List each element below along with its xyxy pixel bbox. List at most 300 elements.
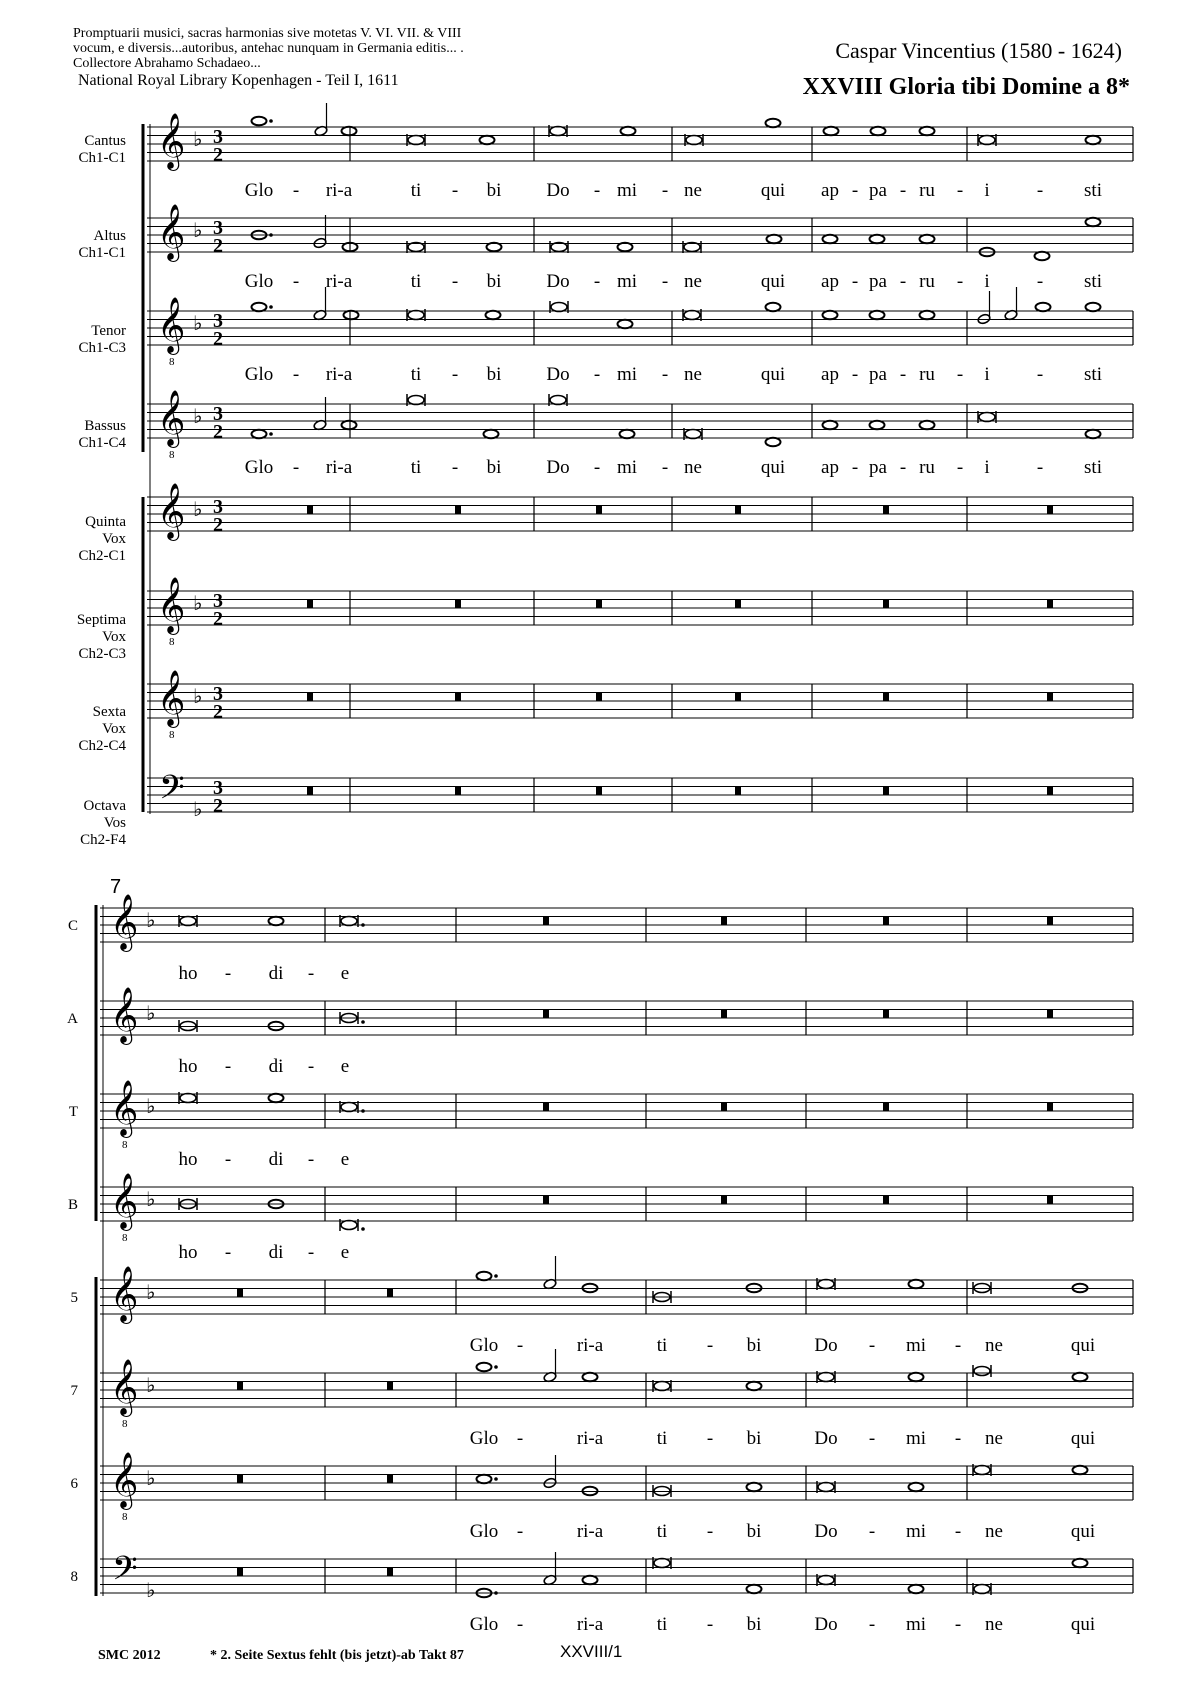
lyric-syllable: Glo (244, 364, 274, 385)
lyric-syllable: bi (486, 457, 502, 478)
syllable-hyphen: - (307, 1242, 315, 1263)
breve-rest (883, 1196, 889, 1205)
breve-rest (1047, 917, 1053, 926)
syllable-hyphen: - (868, 1428, 876, 1449)
staff-system1-voice-6 (147, 577, 1133, 648)
lyric-syllable: bi (486, 271, 502, 292)
lyric-syllable: ne (684, 364, 702, 385)
syllable-hyphen: - (956, 180, 964, 201)
whole-note (823, 235, 838, 244)
syllable-hyphen: - (706, 1335, 714, 1356)
breve-note (818, 1373, 834, 1382)
breve-note (551, 303, 567, 312)
breve-note (550, 396, 566, 405)
treble-clef-icon: 𝄞 (157, 113, 186, 169)
breve-rest (387, 1382, 393, 1391)
lyrics-system1-voice-3 (245, 364, 1102, 385)
treble-clef-icon: 𝄞 (110, 1452, 139, 1508)
whole-note (747, 1382, 762, 1391)
lyric-syllable: qui (760, 457, 786, 478)
breve-rest (455, 693, 461, 702)
staff-system2-voice-4 (100, 1173, 1133, 1244)
syllable-hyphen: - (661, 271, 669, 292)
bass-clef-icon: 𝄢 (159, 769, 185, 815)
lyric-syllable: i (984, 271, 990, 292)
flat-key-icon: ♭ (193, 404, 203, 428)
lyric-syllable: Glo (244, 180, 274, 201)
syllable-hyphen: - (1036, 271, 1044, 292)
voice-label-t: T (68, 1104, 78, 1120)
whole-note (747, 1483, 762, 1492)
lyric-syllable: Do (814, 1335, 838, 1356)
treble-clef-icon: 𝄞 (157, 204, 186, 260)
whole-note (871, 127, 886, 136)
lyric-syllable: mi (616, 457, 638, 478)
augmentation-dot (361, 923, 365, 927)
octave-sub-mark: 8 (169, 729, 175, 741)
syllable-hyphen: - (851, 364, 859, 385)
breve-rest (237, 1568, 243, 1577)
time-signature-2: 2 (213, 795, 223, 817)
source-line-4: National Royal Library Kopenhagen - Teil I, 1611 (78, 72, 399, 89)
treble-clef-icon: 𝄞 (110, 1266, 139, 1322)
lyric-syllable: ti (410, 271, 422, 292)
flat-key-icon: ♭ (193, 797, 203, 821)
flat-key-icon: ♭ (193, 497, 203, 521)
footer-copyright: SMC 2012 (98, 1648, 161, 1663)
syllable-hyphen: - (661, 457, 669, 478)
lyric-syllable: ri-a (576, 1614, 604, 1635)
whole-note (342, 127, 357, 136)
lyric-syllable: pa (869, 364, 887, 385)
lyrics-system2-voice-6 (470, 1428, 1095, 1449)
breve-note (979, 136, 995, 145)
source-line-2: vocum, e diversis...autoribus, antehac nunquam in Germania editis... . (73, 41, 464, 56)
breve-rest (883, 1103, 889, 1112)
whole-note (1086, 218, 1101, 227)
treble-clef-icon: 𝄞 (157, 577, 186, 633)
breve-rest (307, 787, 313, 796)
treble-clef-icon: 𝄞 (110, 987, 139, 1043)
lyric-syllable: mi (905, 1335, 927, 1356)
treble-clef-icon: 𝄞 (157, 390, 186, 446)
breve-note (818, 1483, 834, 1492)
augmentation-dot (494, 1591, 498, 1595)
treble-clef-icon: 𝄞 (157, 483, 186, 539)
lyrics-system1-voice-4 (245, 457, 1102, 478)
breve-rest (883, 506, 889, 515)
whole-note (1086, 430, 1101, 439)
lyric-syllable: ri-a (576, 1428, 604, 1449)
lyric-syllable: e (340, 963, 350, 984)
lyric-syllable: Glo (244, 457, 274, 478)
lyric-syllable: ne (684, 271, 702, 292)
time-signature-2: 2 (213, 328, 223, 350)
lyric-syllable: qui (760, 364, 786, 385)
lyric-syllable: ne (985, 1335, 1003, 1356)
voice-label-b: B (67, 1197, 78, 1213)
syllable-hyphen: - (224, 1242, 232, 1263)
whole-note (618, 320, 633, 329)
whole-note (269, 1094, 284, 1103)
piece-title: XXVIII Gloria tibi Domine a 8* (802, 74, 1130, 100)
whole-note (252, 430, 267, 439)
lyric-syllable: ti (656, 1335, 668, 1356)
augmentation-dot (269, 432, 273, 436)
breve-rest (455, 600, 461, 609)
flat-key-icon: ♭ (146, 1373, 156, 1397)
whole-note (344, 311, 359, 320)
lyrics-system2-voice-4 (179, 1242, 350, 1263)
syllable-hyphen: - (851, 271, 859, 292)
lyric-syllable: ru (919, 364, 935, 385)
whole-note (583, 1373, 598, 1382)
whole-note (486, 311, 501, 320)
staff-system1-voice-5 (147, 483, 1133, 541)
voice-label-cantus: Cantus Ch1-C1 (78, 133, 126, 166)
time-signature-3: 3 (213, 126, 223, 148)
time-signature-2: 2 (213, 608, 223, 630)
augmentation-dot (361, 1227, 365, 1231)
breve-rest (596, 787, 602, 796)
flat-key-icon: ♭ (146, 1466, 156, 1490)
syllable-hyphen: - (307, 1149, 315, 1170)
whole-note (766, 438, 781, 447)
staff-system1-voice-4 (147, 390, 1133, 461)
syllable-hyphen: - (593, 364, 601, 385)
syllable-hyphen: - (868, 1521, 876, 1542)
staff-system2-voice-8 (100, 1550, 1133, 1602)
time-signature-3: 3 (213, 217, 223, 239)
breve-rest (1047, 506, 1053, 515)
whole-note (909, 1280, 924, 1289)
lyrics-system1-voice-1 (245, 180, 1102, 201)
breve-rest (735, 506, 741, 515)
lyric-syllable: ti (656, 1614, 668, 1635)
staff-system1-voice-2 (147, 204, 1133, 262)
breve-rest (1047, 787, 1053, 796)
breve-rest (1047, 600, 1053, 609)
lyric-syllable: qui (1070, 1335, 1096, 1356)
treble-clef-icon: 𝄞 (110, 1359, 139, 1415)
augmentation-dot (269, 119, 273, 123)
treble-clef-icon: 𝄞 (157, 670, 186, 726)
syllable-hyphen: - (451, 364, 459, 385)
lyric-syllable: ri-a (576, 1335, 604, 1356)
breve-rest (1047, 1010, 1053, 1019)
breve-rest (1047, 693, 1053, 702)
breve-rest (596, 600, 602, 609)
lyric-syllable: i (984, 364, 990, 385)
breve-rest (596, 693, 602, 702)
lyric-syllable: qui (1070, 1614, 1096, 1635)
syllable-hyphen: - (956, 457, 964, 478)
breve-note (979, 413, 995, 422)
whole-note (1035, 252, 1050, 261)
breve-note (341, 917, 357, 926)
flat-key-icon: ♭ (193, 127, 203, 151)
breve-note (408, 311, 424, 320)
whole-note (747, 1585, 762, 1594)
staff-system2-voice-6 (100, 1349, 1133, 1430)
syllable-hyphen: - (954, 1521, 962, 1542)
staff-system2-voice-1 (100, 894, 1133, 952)
breve-rest (721, 1103, 727, 1112)
augmentation-dot (494, 1365, 498, 1369)
staff-system1-voice-3 (147, 287, 1133, 368)
lyrics-system2-voice-2 (179, 1056, 350, 1077)
lyric-syllable: pa (869, 180, 887, 201)
breve-note (684, 311, 700, 320)
whole-note (766, 119, 781, 128)
breve-rest (455, 506, 461, 515)
time-signature-3: 3 (213, 496, 223, 518)
flat-key-icon: ♭ (193, 591, 203, 615)
whole-note (920, 235, 935, 244)
whole-note (824, 127, 839, 136)
composer: Caspar Vincentius (1580 - 1624) (835, 38, 1122, 63)
whole-note (252, 117, 267, 126)
breve-note (341, 1103, 357, 1112)
lyric-syllable: ri-a (325, 364, 353, 385)
staff-system1-voice-7 (147, 670, 1133, 741)
whole-note (252, 303, 267, 312)
voice-label-7: 7 (70, 1383, 78, 1399)
staff-system2-voice-3 (100, 1080, 1133, 1151)
breve-note (974, 1585, 990, 1594)
syllable-hyphen: - (899, 271, 907, 292)
augmentation-dot (361, 1020, 365, 1024)
lyric-syllable: sti (1084, 180, 1102, 201)
whole-note (342, 421, 357, 430)
whole-note (920, 127, 935, 136)
lyric-syllable: ne (985, 1428, 1003, 1449)
whole-note (823, 421, 838, 430)
staff-system1-voice-1 (147, 103, 1133, 171)
lyric-syllable: ne (684, 457, 702, 478)
voice-label-altus: Altus Ch1-C1 (78, 228, 126, 261)
syllable-hyphen: - (954, 1335, 962, 1356)
lyric-syllable: ne (985, 1521, 1003, 1542)
breve-rest (883, 1010, 889, 1019)
breve-note (180, 1094, 196, 1103)
breve-note (686, 136, 702, 145)
lyric-syllable: Glo (469, 1335, 499, 1356)
breve-rest (237, 1475, 243, 1484)
syllable-hyphen: - (451, 271, 459, 292)
time-signature-2: 2 (213, 235, 223, 257)
lyric-syllable: ru (919, 271, 935, 292)
whole-note (583, 1576, 598, 1585)
breve-rest (543, 1196, 549, 1205)
flat-key-icon: ♭ (193, 311, 203, 335)
flat-key-icon: ♭ (146, 908, 156, 932)
time-signature-2: 2 (213, 144, 223, 166)
breve-note (685, 430, 701, 439)
whole-note (269, 917, 284, 926)
lyric-syllable: mi (905, 1521, 927, 1542)
voice-label-sexta: Sexta Vox Ch2-C4 (78, 704, 126, 754)
treble-clef-icon: 𝄞 (157, 297, 186, 353)
octave-sub-mark: 8 (122, 1418, 128, 1430)
breve-rest (307, 600, 313, 609)
breve-rest (735, 600, 741, 609)
lyric-syllable: bi (746, 1428, 762, 1449)
time-signature-2: 2 (213, 514, 223, 536)
lyric-syllable: mi (616, 180, 638, 201)
breve-note (818, 1576, 834, 1585)
lyric-syllable: Do (814, 1521, 838, 1542)
lyric-syllable: ti (656, 1521, 668, 1542)
whole-note (870, 235, 885, 244)
voice-label-5: 5 (70, 1290, 78, 1306)
syllable-hyphen: - (1036, 364, 1044, 385)
syllable-hyphen: - (224, 963, 232, 984)
lyric-syllable: ri-a (325, 271, 353, 292)
breve-rest (455, 787, 461, 796)
lyric-syllable: i (984, 457, 990, 478)
syllable-hyphen: - (593, 457, 601, 478)
lyric-syllable: ne (985, 1614, 1003, 1635)
syllable-hyphen: - (593, 180, 601, 201)
lyric-syllable: qui (1070, 1521, 1096, 1542)
syllable-hyphen: - (868, 1614, 876, 1635)
lyric-syllable: sti (1084, 271, 1102, 292)
treble-clef-icon: 𝄞 (110, 894, 139, 950)
voice-label-a: A (67, 1011, 78, 1027)
source-line-3: Collectore Abrahamo Schadaeo... (73, 56, 261, 71)
lyric-syllable: sti (1084, 364, 1102, 385)
breve-rest (721, 917, 727, 926)
time-signature-2: 2 (213, 701, 223, 723)
breve-rest (543, 917, 549, 926)
augmentation-dot (361, 1109, 365, 1113)
breve-rest (883, 693, 889, 702)
lyric-syllable: e (340, 1056, 350, 1077)
syllable-hyphen: - (954, 1428, 962, 1449)
whole-note (1073, 1373, 1088, 1382)
augmentation-dot (269, 233, 273, 237)
voice-label-quinta: Quinta Vox Ch2-C1 (78, 514, 126, 564)
syllable-hyphen: - (868, 1335, 876, 1356)
breve-rest (721, 1196, 727, 1205)
augmentation-dot (269, 305, 273, 309)
breve-rest (735, 693, 741, 702)
syllable-hyphen: - (661, 180, 669, 201)
octave-sub-mark: 8 (122, 1232, 128, 1244)
breve-note (408, 136, 424, 145)
lyric-syllable: Do (546, 271, 570, 292)
lyrics-system2-voice-1 (179, 963, 350, 984)
page-number: XXVIII/1 (560, 1642, 623, 1661)
lyric-syllable: ru (919, 180, 935, 201)
whole-note (477, 1363, 492, 1372)
syllable-hyphen: - (706, 1521, 714, 1542)
lyric-syllable: Do (546, 180, 570, 201)
syllable-hyphen: - (899, 180, 907, 201)
lyrics-system1-voice-2 (245, 271, 1102, 292)
lyric-syllable: ne (684, 180, 702, 201)
footer-note: * 2. Seite Sextus fehlt (bis jetzt)-ab Takt 87 (210, 1648, 464, 1663)
lyrics-system2-voice-8 (470, 1614, 1095, 1635)
syllable-hyphen: - (224, 1056, 232, 1077)
voice-label-octava: Octava Vos Ch2-F4 (80, 798, 126, 848)
whole-note (823, 311, 838, 320)
syllable-hyphen: - (307, 1056, 315, 1077)
lyric-syllable: ho (178, 963, 198, 984)
lyric-syllable: e (340, 1149, 350, 1170)
voice-label-6: 6 (70, 1476, 78, 1492)
octave-sub-mark: 8 (169, 356, 175, 368)
voice-label-c: C (67, 918, 78, 934)
lyric-syllable: qui (760, 271, 786, 292)
breve-note (654, 1559, 670, 1568)
breve-rest (307, 693, 313, 702)
syllable-hyphen: - (851, 457, 859, 478)
whole-note (620, 430, 635, 439)
lyric-syllable: di (268, 1149, 284, 1170)
time-signature-3: 3 (213, 683, 223, 705)
breve-note (550, 127, 566, 136)
staff-system1-voice-8 (147, 769, 1133, 821)
lyric-syllable: bi (746, 1335, 762, 1356)
lyric-syllable: ti (656, 1428, 668, 1449)
lyric-syllable: e (340, 1242, 350, 1263)
lyric-syllable: mi (905, 1428, 927, 1449)
breve-rest (387, 1475, 393, 1484)
syllable-hyphen: - (292, 457, 300, 478)
lyric-syllable: ho (178, 1242, 198, 1263)
whole-note (477, 1272, 492, 1281)
voice-label-septima: Septima Vox Ch2-C3 (76, 612, 126, 662)
syllable-hyphen: - (1036, 457, 1044, 478)
breve-note (341, 1221, 357, 1230)
whole-note (767, 235, 782, 244)
syllable-hyphen: - (516, 1428, 524, 1449)
time-signature-3: 3 (213, 777, 223, 799)
flat-key-icon: ♭ (146, 1280, 156, 1304)
breve-rest (543, 1103, 549, 1112)
whole-note (1073, 1466, 1088, 1475)
time-signature-2: 2 (213, 421, 223, 443)
whole-note (1036, 303, 1051, 312)
whole-note (920, 311, 935, 320)
lyric-syllable: Do (814, 1614, 838, 1635)
breve-note (180, 917, 196, 926)
breve-rest (735, 787, 741, 796)
lyric-syllable: mi (616, 364, 638, 385)
flat-key-icon: ♭ (146, 1578, 156, 1602)
syllable-hyphen: - (706, 1428, 714, 1449)
lyric-syllable: ap (821, 271, 839, 292)
syllable-hyphen: - (899, 364, 907, 385)
breve-rest (387, 1289, 393, 1298)
lyric-syllable: ri-a (325, 457, 353, 478)
lyric-syllable: qui (1070, 1428, 1096, 1449)
lyric-syllable: ap (821, 364, 839, 385)
staff-system2-voice-5 (100, 1256, 1133, 1324)
lyric-syllable: i (984, 180, 990, 201)
lyric-syllable: pa (869, 271, 887, 292)
octave-sub-mark: 8 (122, 1511, 128, 1523)
augmentation-dot (494, 1274, 498, 1278)
lyric-syllable: Glo (469, 1614, 499, 1635)
syllable-hyphen: - (516, 1614, 524, 1635)
lyric-syllable: di (268, 1242, 284, 1263)
syllable-hyphen: - (516, 1521, 524, 1542)
breve-note (408, 396, 424, 405)
lyric-syllable: Glo (469, 1428, 499, 1449)
